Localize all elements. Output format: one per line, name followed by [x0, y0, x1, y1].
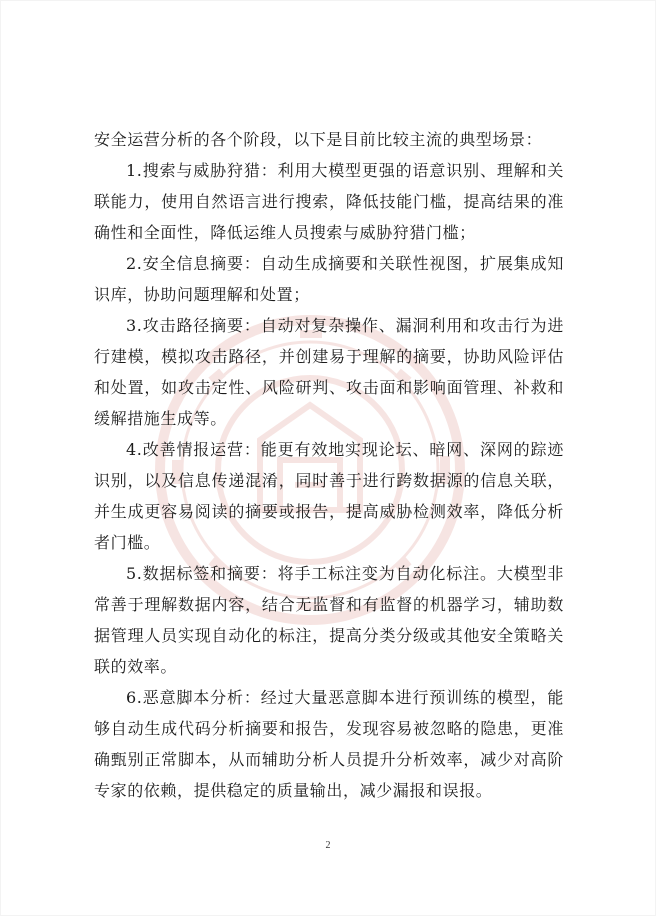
scenario-paragraph-4: 4.改善情报运营：能更有效地实现论坛、暗网、深网的踪迹识别，以及信息传递混淆，同时善于进行跨数据源的信息关联，并生成更容易阅读的摘要或报告，提高威胁检测效率，降低分析者门槛。	[94, 440, 564, 552]
scenario-paragraph-2: 2.安全信息摘要：自动生成摘要和关联性视图，扩展集成知识库，协助问题理解和处置；	[94, 254, 564, 304]
page-number: 2	[325, 840, 331, 851]
scenario-paragraph-5: 5.数据标签和摘要：将手工标注变为自动化标注。大模型非常善于理解数据内容，结合无监督和有监督的机器学习，辅助数据管理人员实现自动化的标注，提高分类分级或其他安全策略关联的效率。	[94, 564, 564, 676]
scenario-paragraph-1: 1.搜索与威胁狩猎：利用大模型更强的语意识别、理解和关联能力，使用自然语言进行搜索，降低技能门槛，提高结果的准确性和全面性，降低运维人员搜索与威胁狩猎门槛；	[94, 161, 564, 242]
scenario-paragraph-6: 6.恶意脚本分析：经过大量恶意脚本进行预训练的模型，能够自动生成代码分析摘要和报告，发现容易被忽略的隐患，更准确甄别正常脚本，从而辅助分析人员提升分析效率，减少对高阶专家的依赖，提供稳定的质量输出，减少漏报和误报。	[94, 688, 564, 800]
scenario-paragraph-3: 3.攻击路径摘要：自动对复杂操作、漏洞利用和攻击行为进行建模，模拟攻击路径，并创建易于理解的摘要，协助风险评估和处置，如攻击定性、风险研判、攻击面和影响面管理、补救和缓解措施生成等。	[94, 316, 564, 428]
document-body	[94, 124, 564, 806]
intro-paragraph: 安全运营分析的各个阶段，以下是目前比较主流的典型场景：	[94, 130, 543, 149]
